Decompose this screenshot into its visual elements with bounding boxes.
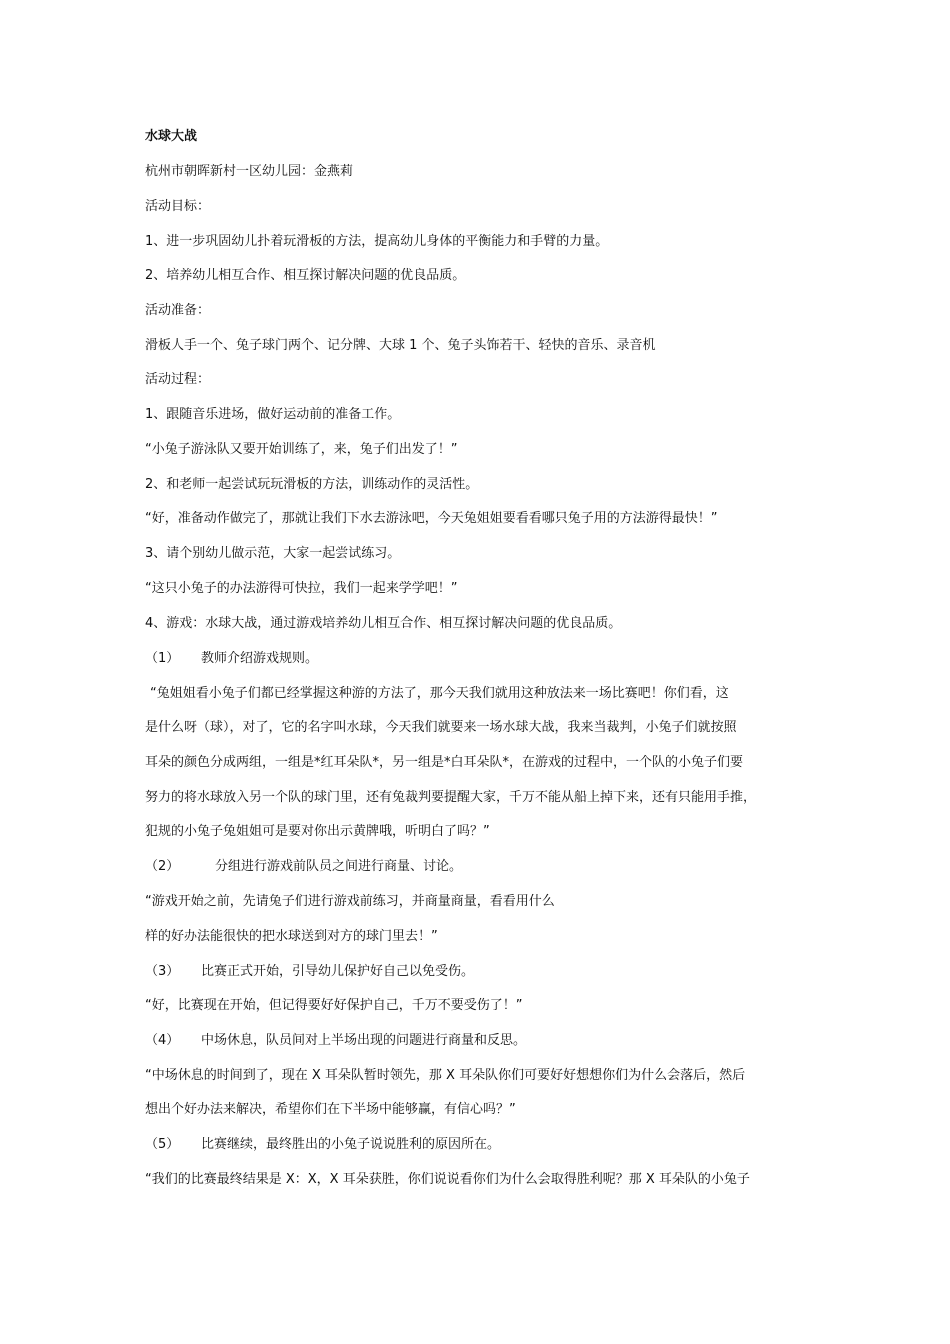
- quote-5-line-1: “游戏开始之前，先请兔子们进行游戏前练习，并商量商量，看看用什么: [145, 894, 555, 909]
- sub-item-4: [145, 1032, 526, 1050]
- quote-4-line-2: 是什么呀（球），对了，它的名字叫水球，今天我们就要来一场水球大战，我来当裁判，小兔子们就按照: [145, 720, 737, 735]
- sub-item-1: [145, 650, 318, 668]
- prep-heading: 活动准备：: [145, 303, 211, 318]
- sub-item-3: [145, 963, 474, 981]
- goals-heading: 活动目标：: [145, 199, 211, 214]
- sub-item-3-number: （3）: [145, 964, 180, 979]
- step-2: 2、和老师一起尝试玩玩滑板的方法，训练动作的灵活性。: [145, 477, 479, 492]
- quote-1: “小兔子游泳队又要开始训练了，来，兔子们出发了！”: [145, 442, 458, 457]
- sub-item-3-text: 比赛正式开始，引导幼儿保护好自己以免受伤。: [201, 964, 475, 979]
- author-line: 杭州市朝晖新村一区幼儿园：金燕莉: [145, 164, 354, 179]
- step-4: 4、游戏：水球大战，通过游戏培养幼儿相互合作、相互探讨解决问题的优良品质。: [145, 616, 622, 631]
- goal-1: 1、进一步巩固幼儿扑着玩滑板的方法，提高幼儿身体的平衡能力和手臂的力量。: [145, 234, 609, 249]
- sub-item-2-number: （2）: [145, 859, 180, 874]
- sub-item-2: [145, 858, 462, 876]
- sub-item-4-text: 中场休息，队员间对上半场出现的问题进行商量和反思。: [201, 1033, 527, 1048]
- quote-7-line-2: 想出个好办法来解决，希望你们在下半场中能够赢，有信心吗？”: [145, 1102, 516, 1117]
- doc-title: 水球大战: [145, 129, 198, 144]
- quote-4-line-1: “兔姐姐看小兔子们都已经掌握这种游的方法了，那今天我们就用这种放法来一场比赛吧！你们看，这: [150, 686, 729, 701]
- goal-2: 2、培养幼儿相互合作、相互探讨解决问题的优良品质。: [145, 268, 466, 283]
- quote-5-line-2: 样的好办法能很快的把水球送到对方的球门里去！”: [145, 929, 438, 944]
- step-1: 1、跟随音乐进场，做好运动前的准备工作。: [145, 407, 401, 422]
- step-3: 3、请个别幼儿做示范，大家一起尝试练习。: [145, 546, 401, 561]
- quote-7-line-1: “中场休息的时间到了，现在 X 耳朵队暂时领先，那 X 耳朵队你们可要好好想想你们为什么会落后，然后: [145, 1068, 746, 1083]
- quote-3: “这只小兔子的办法游得可快拉，我们一起来学学吧！”: [145, 581, 458, 596]
- sub-item-2-text: 分组进行游戏前队员之间进行商量、讨论。: [215, 859, 463, 874]
- quote-2: “好，准备动作做完了，那就让我们下水去游泳吧，今天兔姐姐要看看哪只兔子用的方法游得最快！”: [145, 511, 718, 526]
- quote-4-line-4: 努力的将水球放入另一个队的球门里，还有兔裁判要提醒大家，千万不能从船上掉下来，还有只能用手推，: [145, 790, 757, 805]
- sub-item-1-number: （1）: [145, 651, 180, 666]
- sub-item-4-number: （4）: [145, 1033, 180, 1048]
- quote-4-line-3: 耳朵的颜色分成两组，一组是*红耳朵队*，另一组是*白耳朵队*，在游戏的过程中，一个队的小兔子们要: [145, 755, 744, 770]
- quote-8: “我们的比赛最终结果是 X：X，X 耳朵获胜，你们说说看你们为什么会取得胜利呢？那 X 耳朵队的小兔子: [145, 1172, 750, 1187]
- sub-item-5-text: 比赛继续，最终胜出的小兔子说说胜利的原因所在。: [201, 1137, 501, 1152]
- prep-text: 滑板人手一个、兔子球门两个、记分牌、大球 1 个、兔子头饰若干、轻快的音乐、录音机: [145, 338, 656, 353]
- process-heading: 活动过程：: [145, 372, 211, 387]
- sub-item-5-number: （5）: [145, 1137, 180, 1152]
- quote-6: “好，比赛现在开始，但记得要好好保护自己，千万不要受伤了！”: [145, 998, 523, 1013]
- sub-item-5: [145, 1136, 500, 1154]
- quote-4-line-5: 犯规的小兔子兔姐姐可是要对你出示黄牌哦，听明白了吗？”: [145, 824, 490, 839]
- sub-item-1-text: 教师介绍游戏规则。: [201, 651, 319, 666]
